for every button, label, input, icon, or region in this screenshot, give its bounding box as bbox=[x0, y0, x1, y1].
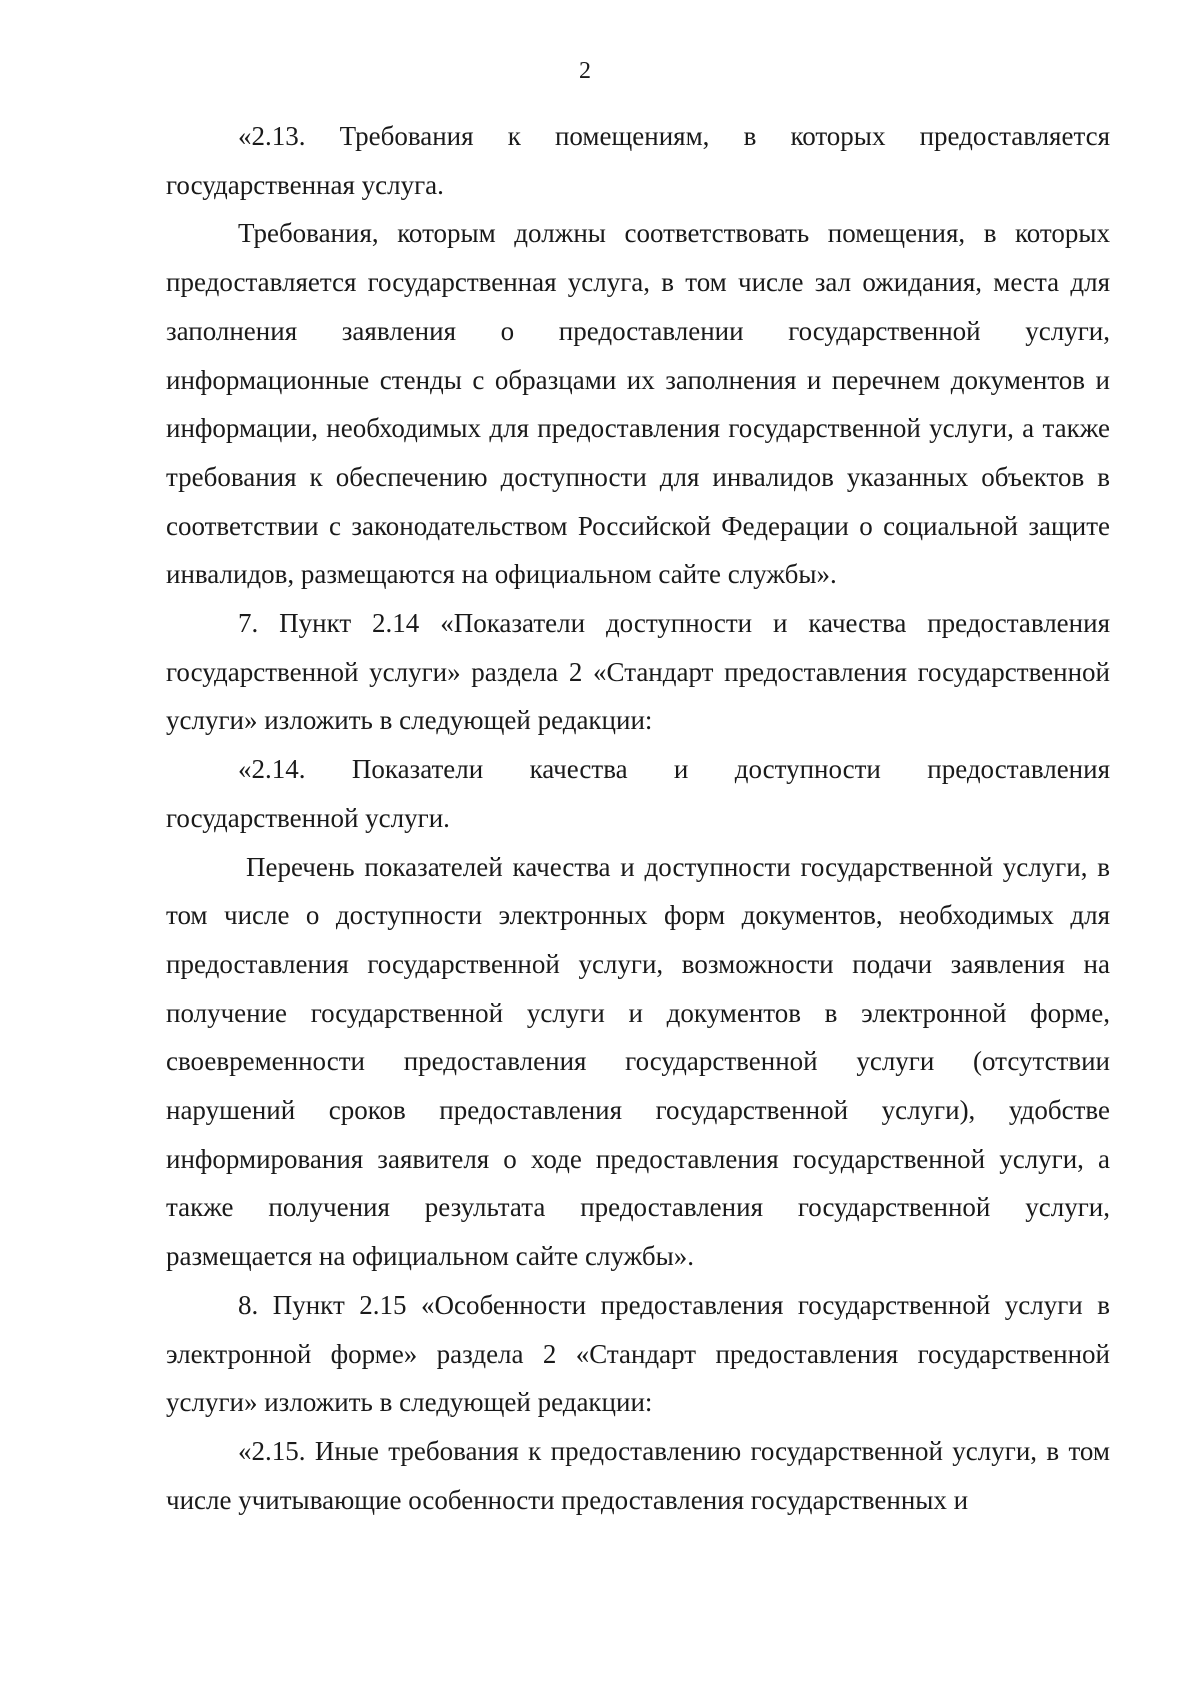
paragraph-premises-requirements: Требования, которым должны соответствовать помещения, в которых предоставляется государственная услуга, в том числе зал ожидания, места для заполнения заявления о предоставлении государственной услуги, информационные стенды с образцами их заполнения и перечнем документов и информации, необходимых для предоставления государственной услуги, а также требования к обеспечению доступности для инвалидов указанных объектов в соответствии с законодательством Российской Федерации о социальной защите инвалидов, размещаются на официальном сайте службы». bbox=[166, 218, 1110, 590]
paragraph-item-8: 8. Пункт 2.15 «Особенности предоставления государственной услуги в электронной форме» раздела 2 «Стандарт предоставления государственной услуги» изложить в следующей редакции: bbox=[166, 1289, 1110, 1418]
paragraph-quality-indicators: Перечень показателей качества и доступности государственной услуги, в том числе о доступности электронных форм документов, необходимых для предоставления государственной услуги, возможности подачи заявления на получение государственной услуги и документов в электронной форме, своевременности предоставления государственной услуги (отсутствии нарушений сроков предоставления государственной услуги), удобстве информирования заявителя о ходе предоставления государственной услуги, а также получения результата предоставления государственной услуги, размещается на официальном сайте службы». bbox=[166, 851, 1110, 1272]
paragraph-item-7: 7. Пункт 2.14 «Показатели доступности и качества предоставления государственной услуги» раздела 2 «Стандарт предоставления государственной услуги» изложить в следующей редакции: bbox=[166, 608, 1110, 736]
paragraph-2-13-heading: «2.13. Требования к помещениям, в которых предоставляется государственная услуга. bbox=[166, 121, 1110, 200]
paragraph-2-14-heading: «2.14. Показатели качества и доступности предоставления государственной услуги. bbox=[166, 754, 1110, 833]
page-number: 2 bbox=[579, 58, 591, 84]
document-body bbox=[166, 112, 1110, 1524]
paragraph-2-15-heading: «2.15. Иные требования к предоставлению государственной услуги, в том числе учитывающие особенности предоставления государственных и bbox=[166, 1435, 1110, 1515]
